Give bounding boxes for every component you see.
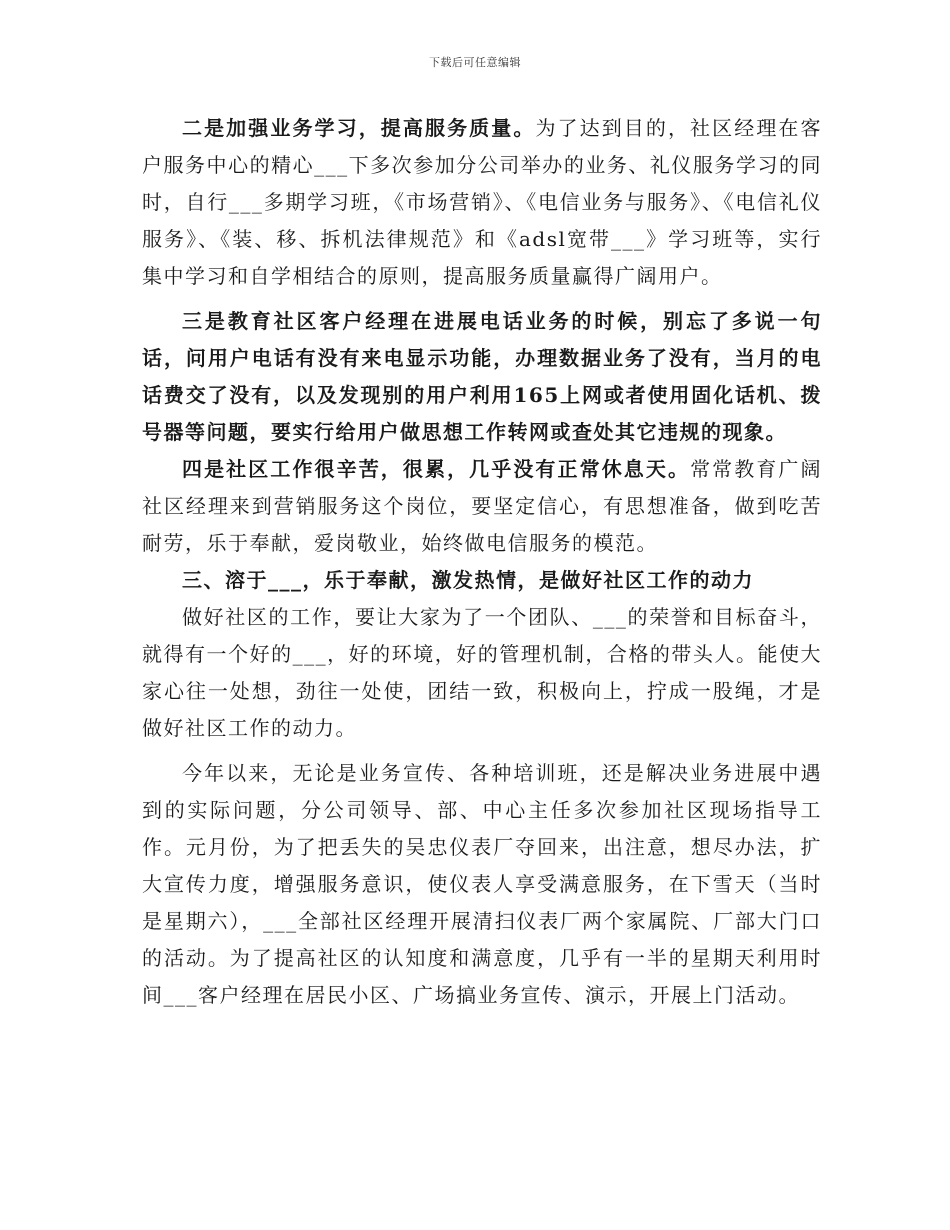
paragraph-lead: 二是加强业务学习，提高服务质量。 (182, 116, 536, 140)
paragraph-text: 常常教育广阔社区经理来到营销服务这个岗位，要坚定信心，有思想准备，做到吃苦耐劳，乐于奉献，爱岗敬业，始终做电信服务的模范。 (142, 457, 823, 555)
paragraph-business-study (142, 110, 822, 295)
paragraph-hardship (142, 451, 822, 562)
paragraph-text: 今年以来，无论是业务宣传、各种培训班，还是解决业务进展中遇到的实际问题，分公司领导、部、中心主任多次参加社区现场指导工作。元月份，为了把丢失的吴忠仪表厂夺回来，出注意，想尽办法，扩大宣传力度，增强服务意识，使仪表人享受满意服务，在下雪天（当时是星期六），___全部社区经理开展清扫仪表厂两个家属院、厂部大门口的活动。为了提高社区的认知度和满意度，几乎有一半的星期天利用时间___客户经理在居民小区、广场搞业务宣传、演示，开展上门活动。 (142, 761, 822, 1007)
section-heading-text: 三、溶于___，乐于奉献，激发热情，是做好社区工作的动力 (182, 568, 754, 592)
section-heading (142, 562, 822, 599)
paragraph-text: 为了达到目的，社区经理在客户服务中心的精心___下多次参加分公司举办的业务、礼仪服务学习的同时，自行___多期学习班，《市场营销》、《电信业务与服务》、《电信礼仪服务》、《装、移、拆机法律规范》和《adsl宽带___》学习班等，实行集中学习和自学相结合的原则，提高服务质量赢得广阔用户。 (142, 116, 823, 288)
paragraph-lead: 三是教育社区客户经理在进展电话业务的时候，别忘了多说一句话，问用户电话有没有来电显示功能，办理数据业务了没有，当月的电话费交了没有，以及发现别的用户利用165上网或者使用固化话机、拨号器等问题，要实行给用户做思想工作转网或查处其它违规的现象。 (142, 309, 822, 444)
page-header: 下载后可任意编辑 (429, 56, 521, 69)
paragraph-teamwork (142, 599, 822, 747)
paragraph-lead: 四是社区工作很辛苦，很累，几乎没有正常休息天。 (182, 457, 691, 481)
document-body (142, 110, 822, 1014)
paragraph-this-year (142, 755, 822, 1014)
paragraph-text: 做好社区的工作，要让大家为了一个团队、___的荣誉和目标奋斗，就得有一个好的___，好的环境，好的管理机制，合格的带头人。能使大家心往一处想，劲往一处使，团结一致，积极向上，拧成一股绳，才是做好社区工作的动力。 (142, 605, 822, 740)
paragraph-education (142, 303, 822, 451)
